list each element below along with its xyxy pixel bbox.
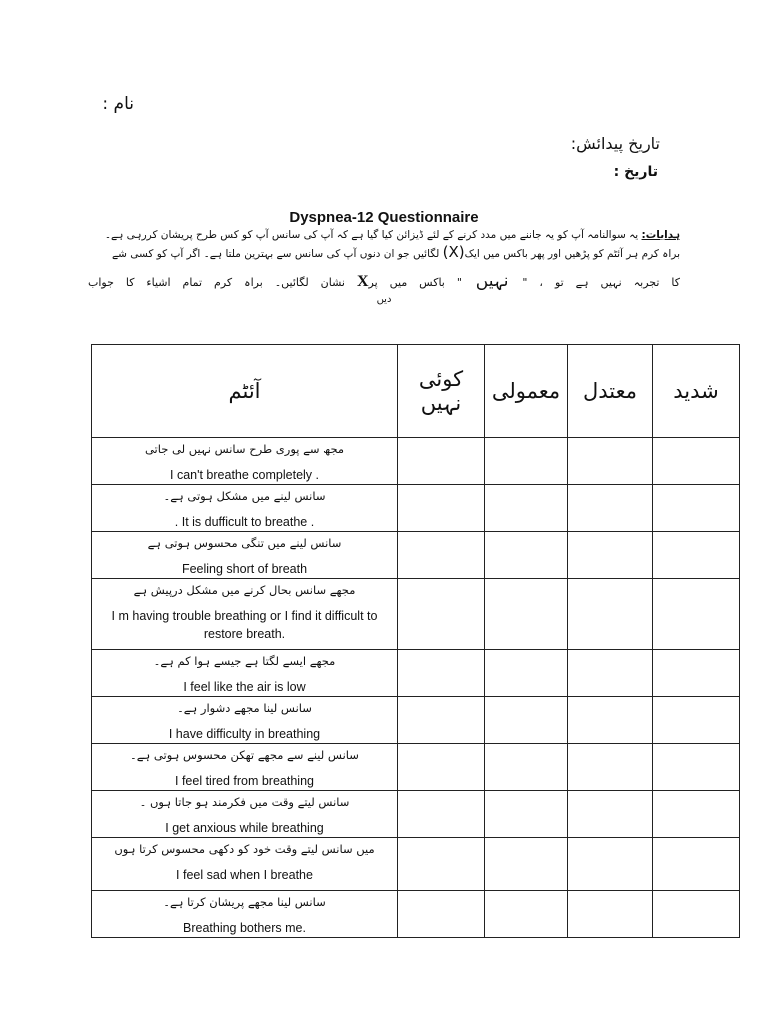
item-urdu: سانس لینے سے مجھے تھکن محسوس ہوتی ہے۔ [130,748,359,762]
instructions-x-mark: (X) [442,243,465,261]
checkbox-severe[interactable] [653,791,740,838]
checkbox-none[interactable] [398,891,485,938]
instructions-line-1 [88,227,680,244]
instructions-x-letter: X [356,273,369,290]
checkbox-mild[interactable] [485,791,568,838]
instructions-line-4: دیں [376,294,392,305]
item-urdu: مجھے ایسے لگتا ہے جیسے ہوا کم ہے۔ [153,654,336,668]
item-english: I get anxious while breathing [165,821,324,835]
checkbox-severe[interactable] [653,650,740,697]
item-english: I have difficulty in breathing [168,727,321,741]
instructions-no-word: نہیں [461,271,523,291]
table-row [92,744,740,791]
checkbox-mild[interactable] [485,891,568,938]
header-severe: شدید [653,345,740,438]
checkbox-none[interactable] [398,744,485,791]
item-english: I can't breathe completely . [170,468,319,482]
checkbox-mild[interactable] [485,838,568,891]
item-english: Feeling short of breath [181,562,308,576]
item-urdu: مجھے سانس بحال کرنے میں مشکل درپیش ہے [133,583,356,597]
checkbox-mild[interactable] [485,650,568,697]
checkbox-moderate[interactable] [568,697,653,744]
checkbox-moderate[interactable] [568,438,653,485]
item-english: I m having trouble breathing or I find it difficult to restore breath. [111,609,378,641]
table-header-row [92,345,740,438]
item-cell [92,838,398,891]
checkbox-severe[interactable] [653,532,740,579]
item-cell [92,791,398,838]
table-row [92,791,740,838]
instructions-line-3 [88,270,680,291]
checkbox-none[interactable] [398,791,485,838]
checkbox-mild[interactable] [485,485,568,532]
item-english: I feel tired from breathing [175,774,314,788]
table-row [92,650,740,697]
header-moderate: معتدل [568,345,653,438]
checkbox-severe[interactable] [653,485,740,532]
checkbox-severe[interactable] [653,744,740,791]
item-urdu: سانس لینا مجھے پریشان کرتا ہے۔ [163,895,326,909]
item-cell [92,697,398,744]
checkbox-none[interactable] [398,438,485,485]
instructions [88,227,680,263]
instructions-line-2b: لگائیں جو ان دنوں آپ کی سانس سے بہترین ملتا ہے۔ اگر آپ کو کسی شے [111,248,443,260]
checkbox-none[interactable] [398,485,485,532]
item-english: I feel like the air is low [183,680,306,694]
checkbox-moderate[interactable] [568,838,653,891]
checkbox-mild[interactable] [485,438,568,485]
item-urdu: سانس لینا مجھے دشوار ہے۔ [177,701,312,715]
item-urdu: سانس لینے میں مشکل ہوتی ہے۔ [163,489,326,503]
checkbox-none[interactable] [398,650,485,697]
checkbox-none[interactable] [398,532,485,579]
table-row [92,697,740,744]
header-mild: معمولی [485,345,568,438]
item-english: I feel sad when I breathe [176,868,313,882]
instructions-prefix: ہدایات: [641,229,680,241]
item-cell [92,579,398,650]
checkbox-none[interactable] [398,697,485,744]
instructions-line-2a: براہ کرم ہر آئٹم کو پڑھیں اور پھر باکس میں ایک [464,248,680,260]
table-row [92,838,740,891]
checkbox-mild[interactable] [485,697,568,744]
item-cell [92,532,398,579]
item-english: Breathing bothers me. [183,921,306,935]
checkbox-severe[interactable] [653,891,740,938]
item-urdu: سانس لیتے وقت میں فکرمند ہو جاتا ہوں ۔ [139,795,350,809]
checkbox-severe[interactable] [653,697,740,744]
item-cell [92,438,398,485]
item-english: . It is dufficult to breathe . [174,515,315,529]
checkbox-moderate[interactable] [568,744,653,791]
item-cell [92,891,398,938]
questionnaire-table [91,344,740,938]
date-of-birth-label: تاریخ پیدائش: [570,134,660,153]
checkbox-moderate[interactable] [568,532,653,579]
header-none: کوئی نہیں [398,345,485,438]
instructions-line-3a: کا تجربہ نہیں ہے تو ، " [522,276,680,289]
table-row [92,579,740,650]
checkbox-severe[interactable] [653,438,740,485]
item-urdu: سانس لینے میں تنگی محسوس ہوتی ہے [147,536,342,550]
checkbox-severe[interactable] [653,579,740,650]
instructions-line-1-text: یہ سوالنامہ آپ کو یہ جاننے میں مدد کرنے کے لئے ڈیزائن کیا گیا ہے کہ آپ کی سانس آپ کو کس طرح پریشان کررہی ہے۔ [104,229,642,241]
checkbox-mild[interactable] [485,532,568,579]
instructions-line-2 [88,244,680,263]
checkbox-moderate[interactable] [568,791,653,838]
name-label: نام : [102,94,134,114]
item-cell [92,744,398,791]
table-row [92,532,740,579]
item-urdu: مجھ سے پوری طرح سانس نہیں لی جاتی [144,442,345,456]
item-urdu: میں سانس لیتے وقت خود کو دکھی محسوس کرتا ہوں [114,842,375,856]
checkbox-none[interactable] [398,579,485,650]
table-row [92,438,740,485]
checkbox-moderate[interactable] [568,650,653,697]
item-cell [92,485,398,532]
checkbox-moderate[interactable] [568,891,653,938]
checkbox-none[interactable] [398,838,485,891]
checkbox-moderate[interactable] [568,485,653,532]
header-item: آئٹم [92,345,398,438]
checkbox-mild[interactable] [485,744,568,791]
checkbox-severe[interactable] [653,838,740,891]
instructions-line-3c: نشان لگائیں۔ براہ کرم تمام اشیاء کا جواب [88,276,357,289]
checkbox-moderate[interactable] [568,579,653,650]
checkbox-mild[interactable] [485,579,568,650]
page-title: Dyspnea-12 Questionnaire [289,209,479,226]
table-row [92,891,740,938]
item-cell [92,650,398,697]
date-label: تاریخ : [613,164,658,180]
table-row [92,485,740,532]
instructions-line-3b: " باکس میں پر [368,276,462,289]
